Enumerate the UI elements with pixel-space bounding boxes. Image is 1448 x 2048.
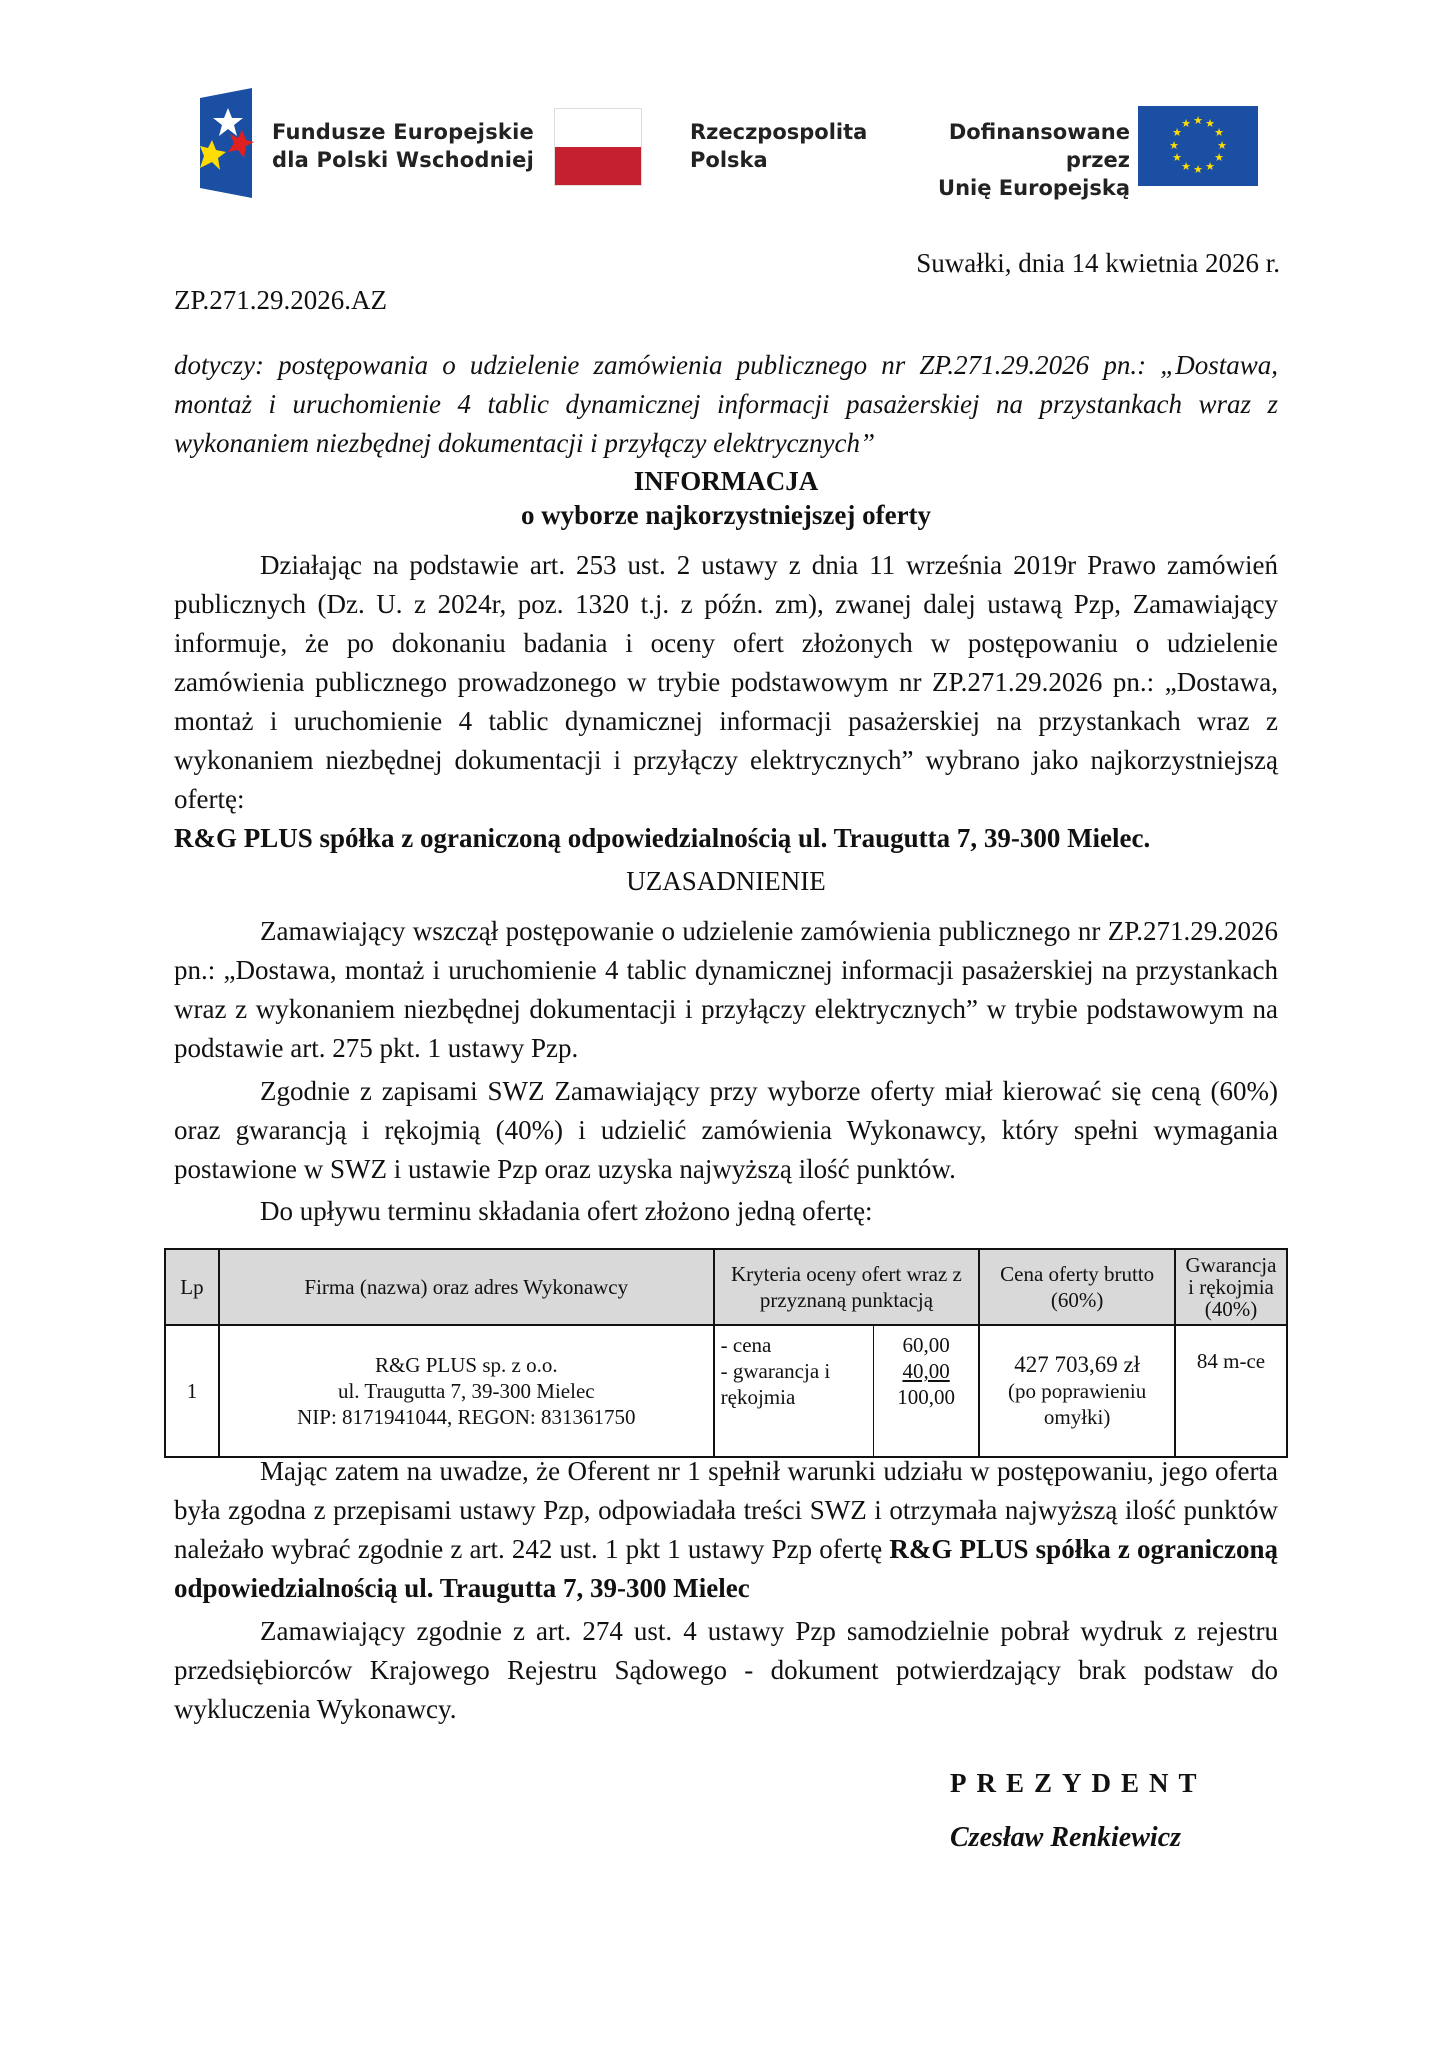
eu-line2: Unię Europejską (938, 176, 1130, 200)
points-warranty: 40,00 (902, 1359, 950, 1383)
svg-text:★: ★ (1169, 139, 1179, 152)
svg-text:★: ★ (1181, 160, 1191, 173)
subject: dotyczy: postępowania o udzielenie zamówienia publicznego nr ZP.271.29.2026 pn.: „Dostawa, montaż i uruchomienie 4 tablic dynamicznej informacji pasażerskiej na przystankach wraz z wykonaniem niezbędnej dokumentacji i przyłączy elektrycznych” (174, 350, 1278, 458)
fe-line1: Fundusze Europejskie (272, 120, 534, 144)
company-address: ul. Traugutta 7, 39-300 Mielec (337, 1379, 595, 1403)
criteria-price-label: - cena (720, 1333, 772, 1357)
cell-lp: 1 (165, 1325, 219, 1457)
criteria-warranty-label: - gwarancja i rękojmia (720, 1359, 831, 1409)
rp-line1: Rzeczpospolita (690, 120, 868, 144)
decision-text: Działając na podstawie art. 253 ust. 2 ustawy z dnia 11 września 2019r Prawo zamówień publicznych (Dz. U. z 2024r, poz. 1320 t.j. z późn. zm), zwanej dalej ustawą Pzp, Zamawiający informuje, że po dokonaniu badania i oceny ofert złożonych w postępowaniu o udzielenie zamówienia publicznego prowadzonego w trybie podstawowym nr ZP.271.29.2026 pn.: „Dostawa, montaż i uruchomienie 4 tablic dynamicznej informacji pasażerskiej na przystankach wraz z wykonaniem niezbędnej dokumentacji i przyłączy elektrycznych” wybrano jako najkorzystniejszą ofertę: (174, 550, 1278, 814)
signer-title: PREZYDENT (950, 1768, 1207, 1798)
fe-line2: dla Polski Wschodniej (272, 148, 535, 172)
svg-text:★: ★ (1214, 126, 1224, 139)
header-price: Cena oferty brutto (60%) (979, 1249, 1175, 1325)
eu-funding-label (880, 118, 1130, 202)
eu-flag-icon (1138, 106, 1258, 186)
svg-text:★: ★ (1193, 114, 1203, 127)
signer-name: Czesław Renkiewicz (950, 1822, 1182, 1853)
document-title: INFORMACJA (633, 466, 819, 496)
svg-text:★: ★ (1172, 126, 1182, 139)
cell-company (219, 1325, 714, 1457)
cell-criteria-points (873, 1325, 979, 1457)
cell-warranty: 84 m-ce (1175, 1325, 1287, 1457)
rzeczpospolita-label (690, 118, 867, 174)
justification-heading: UZASADNIENIE (626, 866, 826, 896)
offers-table (164, 1248, 1288, 1458)
svg-text:★: ★ (1193, 163, 1203, 176)
cell-price (979, 1325, 1175, 1457)
winner-name: R&G PLUS spółka z ograniczoną odpowiedzialnością ul. Traugutta 7, 39-300 Mielec. (174, 823, 1151, 853)
svg-text:★: ★ (1172, 151, 1182, 164)
points-total: 100,00 (897, 1385, 955, 1409)
svg-text:★: ★ (1181, 117, 1191, 130)
header-criteria: Kryteria oceny ofert wraz z przyznaną punktacją (714, 1249, 980, 1325)
place-date: Suwałki, dnia 14 kwietnia 2026 r. (916, 248, 1280, 278)
offers-count-paragraph: Do upływu terminu składania ofert złożono jedną ofertę: (260, 1196, 873, 1226)
svg-text:★: ★ (1217, 139, 1227, 152)
decision-paragraph (174, 546, 1278, 858)
registry-paragraph: Zamawiający zgodnie z art. 274 ust. 4 ustawy Pzp samodzielnie pobrał wydruk z rejestru przedsiębiorców Krajowego Rejestru Sądowego - dokument potwierdzający brak podstaw do wykluczenia Wykonawcy. (174, 1616, 1278, 1724)
company-ids: NIP: 8171941044, REGON: 831361750 (297, 1405, 636, 1429)
document-subtitle: o wyborze najkorzystniejszej oferty (520, 500, 932, 530)
svg-text:★: ★ (1205, 160, 1215, 173)
header-lp: Lp (165, 1249, 219, 1325)
conclusion-text: Mając zatem na uwadze, że Oferent nr 1 spełnił warunki udziału w postępowaniu, jego oferta była zgodna z przepisami ustawy Pzp, odpowiadała treści SWZ i otrzymała najwyższą ilość punktów należało wybrać zgodnie z art. 242 ust. 1 pkt 1 ustawy Pzp ofertę (174, 1456, 1278, 1564)
table-header-row (165, 1249, 1287, 1325)
justification-paragraph: Zamawiający wszczął postępowanie o udzielenie zamówienia publicznego nr ZP.271.29.2026 pn.: „Dostawa, montaż i uruchomienie 4 tablic dynamicznej informacji pasażerskiej na przystankach wraz z wykonaniem niezbędnej dokumentacji i przyłączy elektrycznych” w trybie podstawowym na podstawie art. 275 pkt. 1 ustawy Pzp. (174, 916, 1278, 1063)
points-price: 60,00 (902, 1333, 950, 1357)
polish-flag-icon (554, 108, 642, 186)
svg-text:★: ★ (1214, 151, 1224, 164)
conclusion-paragraph (174, 1452, 1278, 1608)
header-warranty: Gwarancja i rękojmia (40%) (1175, 1249, 1287, 1325)
criteria-paragraph: Zgodnie z zapisami SWZ Zamawiający przy wyborze oferty miał kierować się ceną (60%) oraz gwarancją i rękojmią (40%) i udzielić zamówienia Wykonawcy, który spełni wymagania postawione w SWZ i ustawie Pzp oraz uzyska najwyższą ilość punktów. (174, 1076, 1278, 1184)
cell-criteria-labels (714, 1325, 874, 1457)
conclusion-winner: R&G PLUS spółka z ograniczoną odpowiedzialnością ul. Traugutta 7, 39-300 Mielec (174, 1534, 1278, 1603)
rp-line2: Polska (690, 148, 768, 172)
price-value: 427 703,69 zł (1014, 1352, 1141, 1377)
fundusze-europejskie-label (272, 118, 534, 174)
header-company: Firma (nazwa) oraz adres Wykonawcy (219, 1249, 714, 1325)
table-row (165, 1325, 1287, 1457)
company-name: R&G PLUS sp. z o.o. (374, 1353, 558, 1377)
reference-number: ZP.271.29.2026.AZ (174, 285, 388, 315)
eu-line1: Dofinansowane przez (948, 120, 1130, 172)
svg-text:★: ★ (1205, 117, 1215, 130)
price-note: (po poprawieniu omyłki) (1008, 1379, 1147, 1429)
fundusze-europejskie-logo-icon (198, 88, 254, 198)
